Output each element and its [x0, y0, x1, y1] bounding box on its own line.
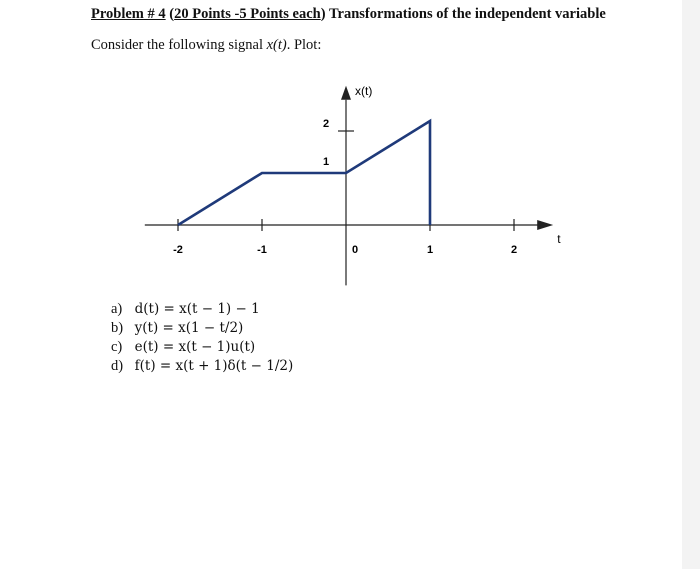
x-axis-arrow [341, 86, 351, 100]
part-c-label: c) [111, 339, 123, 355]
part-b-label: b) [111, 320, 124, 336]
t-axis-arrow [537, 220, 553, 230]
y-tick-label: 1 [322, 156, 330, 168]
signal-x-line [178, 121, 430, 225]
part-c-expression: e(t) = x(t − 1)u(t) [134, 339, 256, 355]
part-d-label: d) [111, 358, 124, 374]
part-b-expression: y(t) = x(1 − t/2) [134, 320, 244, 336]
part-a [111, 300, 293, 319]
part-d-expression: f(t) = x(t + 1)δ(t − 1/2) [134, 358, 294, 374]
x-axis-title: t [557, 232, 561, 246]
y-tick-label: 2 [322, 118, 330, 130]
plot-labels [355, 84, 561, 246]
plot-axes [145, 83, 553, 286]
topic-text: Transformations of the independent variable [328, 6, 606, 22]
plot-series [178, 121, 430, 225]
part-d [111, 357, 293, 376]
points-open-paren: ( [169, 6, 175, 22]
part-a-expression: d(t) = x(t − 1) − 1 [134, 301, 260, 317]
points-close-paren: ) [320, 6, 326, 22]
part-a-label: a) [111, 301, 123, 317]
x-tick-label: -1 [257, 244, 267, 256]
part-c [111, 338, 293, 357]
intro-signal: x(t) [266, 37, 287, 53]
intro-tail: . Plot: [286, 37, 322, 53]
x-tick-label: 2 [510, 244, 518, 256]
points-text: 20 Points -5 Points each [174, 6, 321, 22]
x-tick-label: -2 [173, 244, 183, 256]
x-tick-label: 0 [351, 244, 359, 256]
x-tick-label: 1 [426, 244, 434, 256]
question-parts [111, 300, 293, 376]
intro-lead: Consider the following signal [91, 37, 267, 53]
y-axis-title: x(t) [355, 83, 373, 98]
problem-label: Problem # 4 [91, 6, 166, 22]
part-b [111, 319, 293, 338]
plot-ticks [173, 118, 517, 256]
